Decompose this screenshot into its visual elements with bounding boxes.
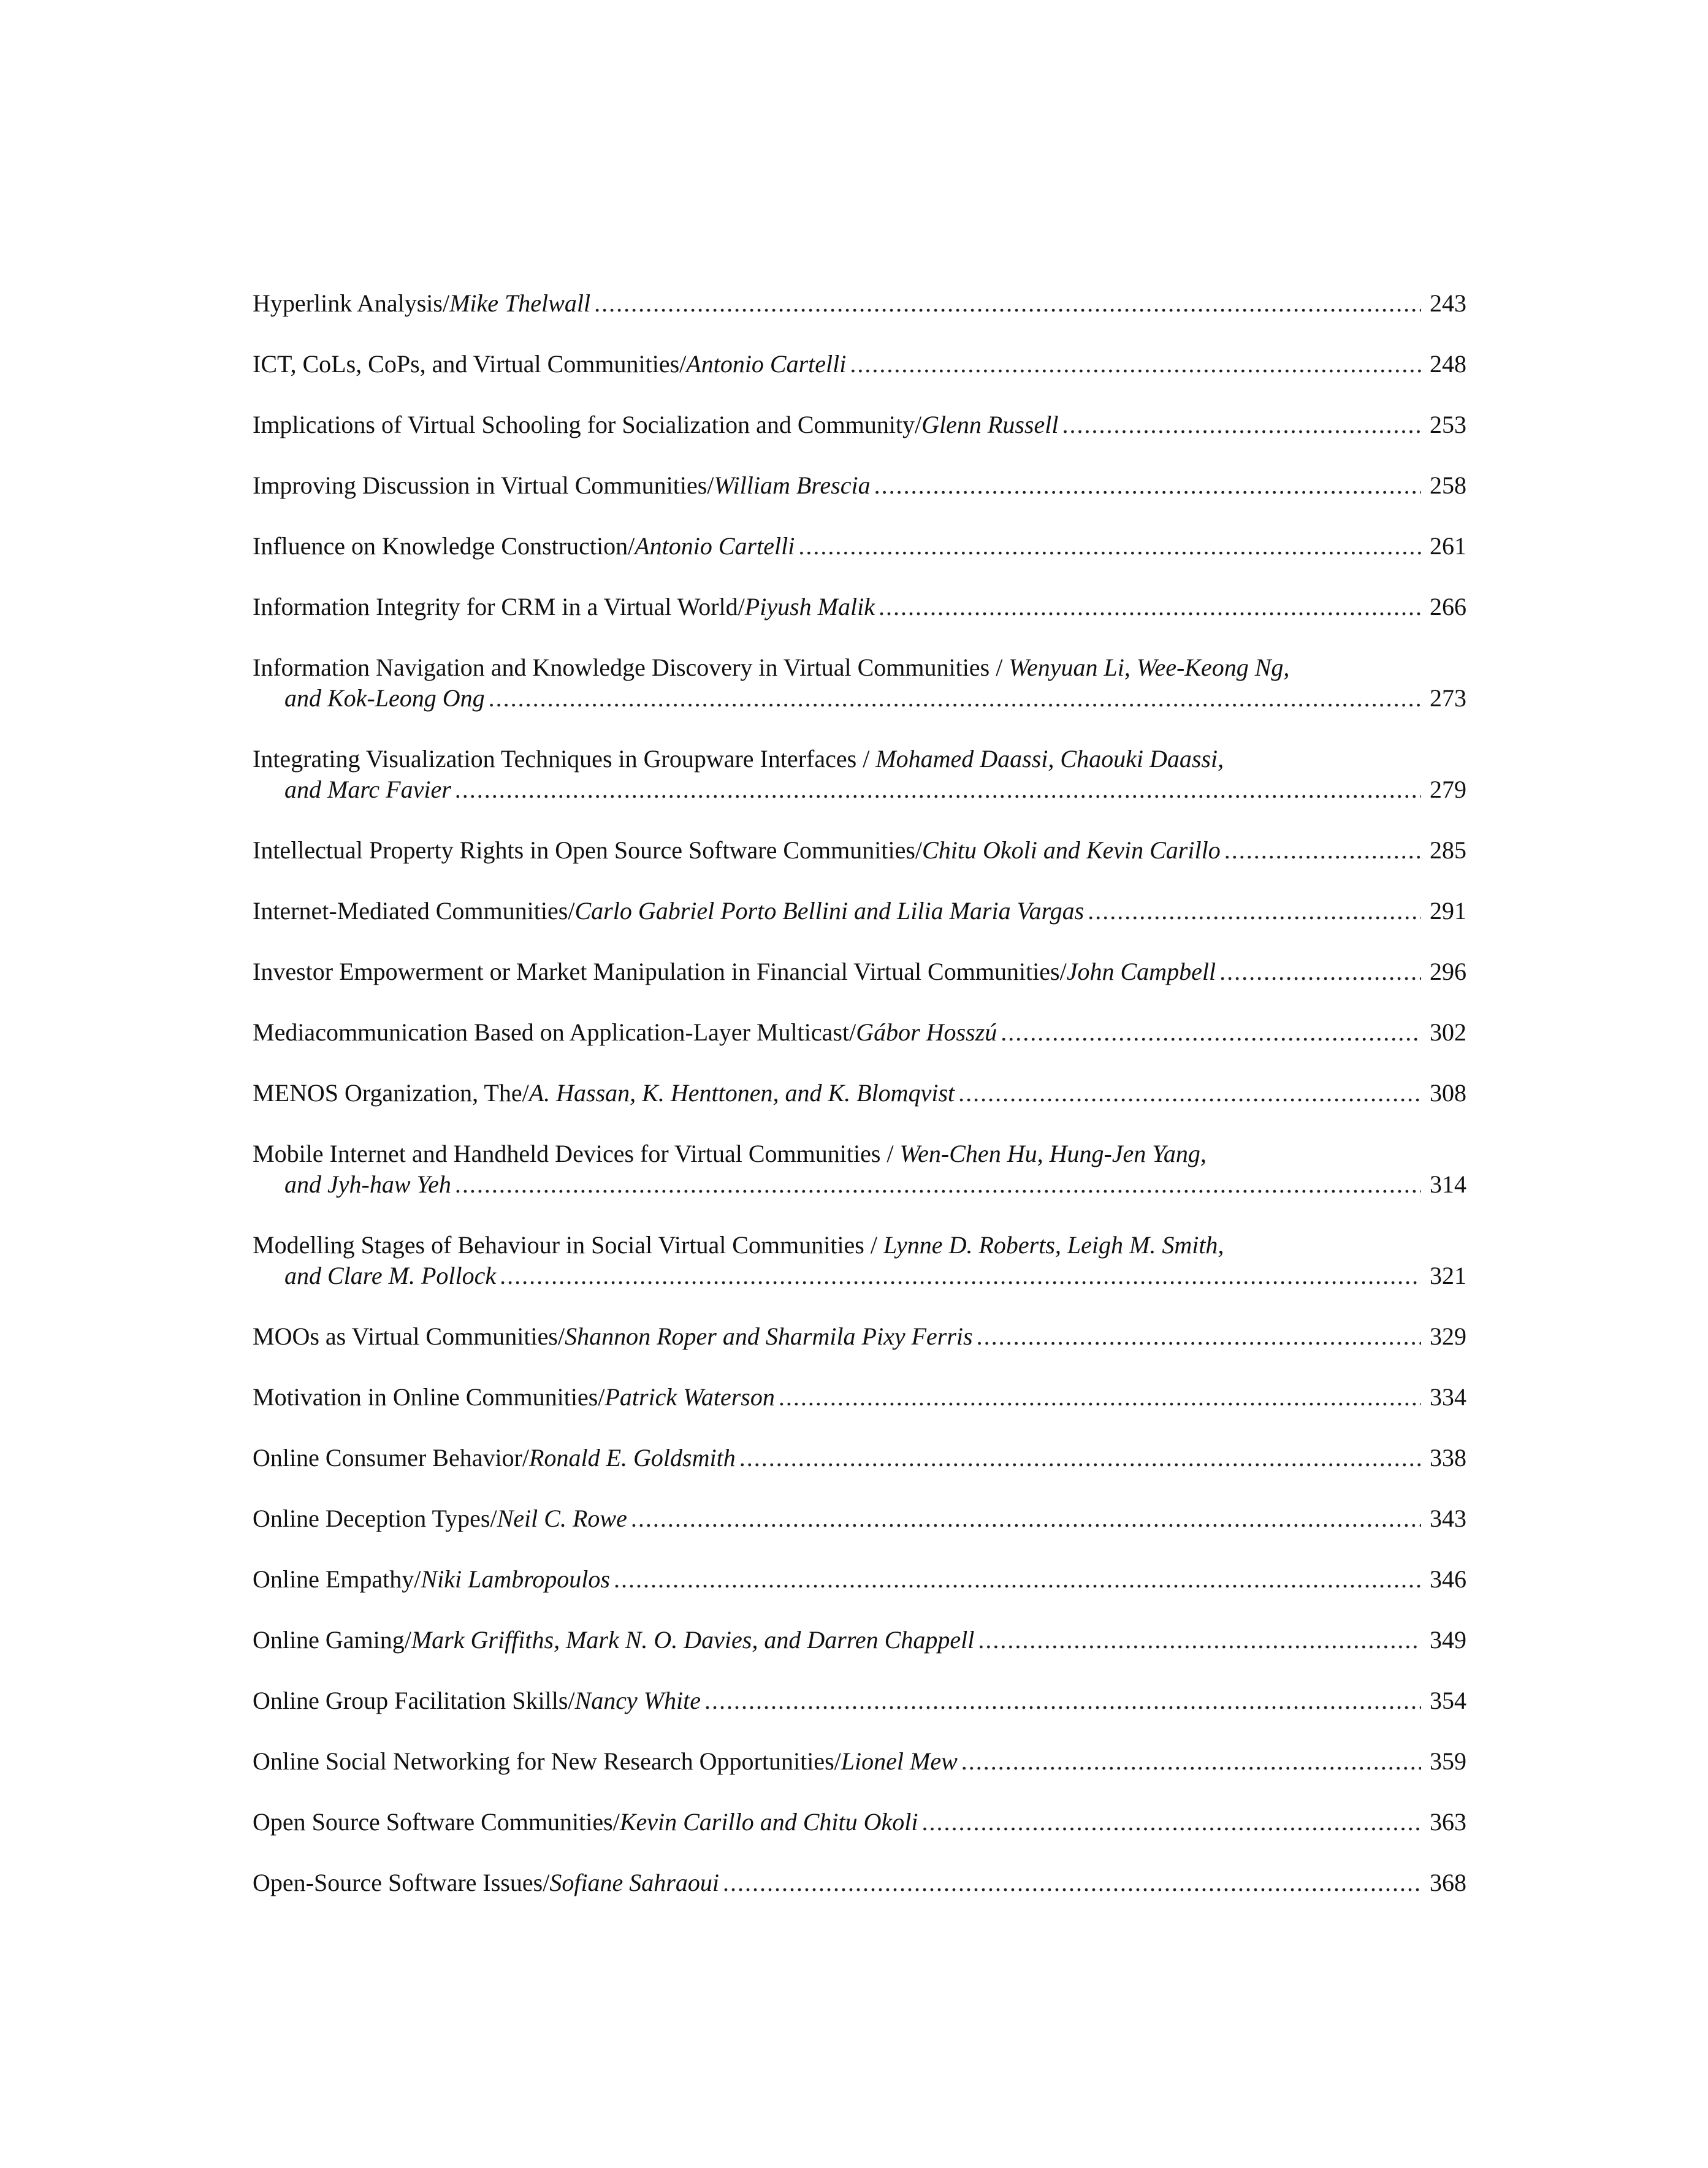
toc-line-continued <box>253 1261 1466 1291</box>
page-number: 368 <box>1430 1869 1466 1896</box>
toc-entry <box>253 1625 1466 1685</box>
page-number: 248 <box>1430 350 1466 378</box>
entry-authors: Chitu Okoli and Kevin Carillo <box>922 836 1221 864</box>
entry-title: Online Deception Types <box>253 1505 490 1532</box>
entry-authors: Kevin Carillo and Chitu Okoli <box>619 1808 918 1836</box>
page-number: 343 <box>1430 1505 1466 1532</box>
entry-title: Online Gaming <box>253 1626 405 1654</box>
dot-leader <box>594 288 1421 319</box>
dot-leader <box>921 1807 1421 1838</box>
dot-leader <box>631 1503 1421 1534</box>
entry-title: Online Empathy <box>253 1565 414 1593</box>
entry-authors-continued: and Kok-Leong Ong <box>284 684 485 712</box>
page-number: 314 <box>1430 1170 1466 1198</box>
page-number: 308 <box>1430 1079 1466 1107</box>
page-number: 296 <box>1430 958 1466 985</box>
dot-leader <box>723 1868 1421 1898</box>
entry-authors: Antonio Cartelli <box>635 532 795 560</box>
entry-authors: Ronald E. Goldsmith <box>529 1444 736 1471</box>
entry-separator: / <box>915 411 922 438</box>
entry-title: Hyperlink Analysis <box>253 289 443 317</box>
toc-entry <box>253 1382 1466 1443</box>
page-number: 334 <box>1430 1383 1466 1411</box>
toc-entry <box>253 1868 1466 1928</box>
entry-separator: / <box>1059 958 1067 985</box>
entry-separator: / <box>738 593 745 620</box>
dot-leader <box>958 1078 1421 1109</box>
entry-title: MENOS Organization, The <box>253 1079 522 1107</box>
entry-authors: Mohamed Daassi, Chaouki Daassi, <box>875 745 1224 773</box>
page-number: 243 <box>1430 289 1466 317</box>
toc-entry <box>253 1078 1466 1139</box>
dot-leader <box>978 1625 1421 1655</box>
toc-entry <box>253 1321 1466 1382</box>
entry-separator: / <box>557 1323 565 1350</box>
entry-authors: William Brescia <box>714 471 871 499</box>
toc-entry <box>253 652 1466 744</box>
entry-title: Open Source Software Communities <box>253 1808 613 1836</box>
toc-entry <box>253 744 1466 835</box>
entry-authors-continued: and Jyh-haw Yeh <box>284 1170 451 1198</box>
toc-line <box>253 1443 1466 1473</box>
dot-leader <box>961 1746 1421 1777</box>
entry-title: Integrating Visualization Techniques in Groupware Interfaces <box>253 745 857 773</box>
dot-leader <box>879 592 1421 622</box>
toc-line <box>253 531 1466 562</box>
entry-separator: / <box>612 1808 620 1836</box>
toc-entry <box>253 1685 1466 1746</box>
entry-title: Online Group Facilitation Skills <box>253 1687 568 1714</box>
toc-line <box>253 1868 1466 1898</box>
dot-leader <box>779 1382 1421 1413</box>
dot-leader <box>455 774 1421 805</box>
entry-authors: Nancy White <box>574 1687 701 1714</box>
entry-separator: / <box>849 1018 856 1046</box>
toc-entry <box>253 1564 1466 1625</box>
dot-leader <box>614 1564 1421 1595</box>
dot-leader <box>704 1685 1421 1716</box>
toc-line <box>253 1625 1466 1655</box>
page-number: 291 <box>1430 897 1466 925</box>
entry-authors: Niki Lambropoulos <box>421 1565 610 1593</box>
toc-line <box>253 592 1466 622</box>
toc-line-first <box>253 1230 1466 1261</box>
entry-separator: / <box>568 1687 575 1714</box>
page-number: 354 <box>1430 1687 1466 1714</box>
toc-entry <box>253 896 1466 956</box>
toc-line-first <box>253 1139 1466 1169</box>
toc-line <box>253 956 1466 987</box>
entry-title: Internet-Mediated Communities <box>253 897 568 925</box>
toc-line <box>253 470 1466 501</box>
entry-authors: Piyush Malik <box>744 593 875 620</box>
toc-line-continued <box>253 774 1466 805</box>
page-number: 302 <box>1430 1018 1466 1046</box>
toc-entry <box>253 1503 1466 1564</box>
entry-title: Information Navigation and Knowledge Discovery in Virtual Communities <box>253 654 990 681</box>
dot-leader <box>739 1443 1421 1473</box>
entry-separator: / <box>679 350 687 378</box>
entry-separator: / <box>628 532 635 560</box>
toc-line <box>253 1017 1466 1048</box>
entry-title: Open-Source Software Issues <box>253 1869 543 1896</box>
toc-entry <box>253 288 1466 349</box>
dot-leader <box>1001 1017 1421 1048</box>
entry-separator: / <box>598 1383 605 1411</box>
entry-separator: / <box>864 1231 883 1259</box>
entry-title: MOOs as Virtual Communities <box>253 1323 558 1350</box>
dot-leader <box>798 531 1421 562</box>
entry-title: Motivation in Online Communities <box>253 1383 598 1411</box>
entry-authors: Sofiane Sahraoui <box>549 1869 719 1896</box>
toc-entry <box>253 1746 1466 1807</box>
entry-title: Improving Discussion in Virtual Communities <box>253 471 707 499</box>
toc-line <box>253 1746 1466 1777</box>
page-number: 346 <box>1430 1565 1466 1593</box>
dot-leader <box>1062 410 1421 440</box>
entry-title: Mobile Internet and Handheld Devices for Virtual Communities <box>253 1140 881 1167</box>
toc-line <box>253 835 1466 866</box>
toc-entry <box>253 531 1466 592</box>
toc-line <box>253 349 1466 380</box>
dot-leader <box>874 470 1421 501</box>
entry-authors: Mike Thelwall <box>449 289 591 317</box>
entry-authors: A. Hassan, K. Henttonen, and K. Blomqvist <box>528 1079 955 1107</box>
toc-line-first <box>253 744 1466 774</box>
toc-entry <box>253 1230 1466 1321</box>
entry-authors: John Campbell <box>1066 958 1216 985</box>
entry-separator: / <box>522 1444 530 1471</box>
dot-leader <box>850 349 1421 380</box>
entry-title: ICT, CoLs, CoPs, and Virtual Communities <box>253 350 680 378</box>
toc-line-first <box>253 652 1466 683</box>
toc-line <box>253 1564 1466 1595</box>
entry-title: Investor Empowerment or Market Manipulation in Financial Virtual Communities <box>253 958 1060 985</box>
entry-separator: / <box>880 1140 900 1167</box>
toc-entry <box>253 410 1466 470</box>
page-number: 253 <box>1430 411 1466 438</box>
toc-entry <box>253 1807 1466 1868</box>
toc-line <box>253 288 1466 319</box>
toc-entry <box>253 1139 1466 1230</box>
page-number: 279 <box>1430 776 1466 803</box>
toc-entry <box>253 349 1466 410</box>
entry-title: Online Social Networking for New Research Opportunities <box>253 1747 834 1775</box>
dot-leader <box>1219 956 1421 987</box>
toc-line <box>253 1382 1466 1413</box>
entry-authors-continued: and Marc Favier <box>284 776 451 803</box>
entry-authors: Glenn Russell <box>921 411 1059 438</box>
toc-entry <box>253 1017 1466 1078</box>
entry-authors: Carlo Gabriel Porto Bellini and Lilia Maria Vargas <box>574 897 1085 925</box>
toc-line <box>253 1078 1466 1109</box>
entry-authors: Shannon Roper and Sharmila Pixy Ferris <box>565 1323 973 1350</box>
page-number: 261 <box>1430 532 1466 560</box>
entry-separator: / <box>522 1079 529 1107</box>
toc-line <box>253 410 1466 440</box>
entry-authors-continued: and Clare M. Pollock <box>284 1262 497 1289</box>
page-number: 321 <box>1430 1262 1466 1289</box>
entry-title: Intellectual Property Rights in Open Source Software Communities <box>253 836 915 864</box>
entry-authors: Mark Griffiths, Mark N. O. Davies, and Darren Chappell <box>411 1626 975 1654</box>
entry-authors: Antonio Cartelli <box>686 350 847 378</box>
entry-separator: / <box>707 471 714 499</box>
page-number: 338 <box>1430 1444 1466 1471</box>
toc-entry <box>253 470 1466 531</box>
entry-title: Information Integrity for CRM in a Virtual World <box>253 593 738 620</box>
dot-leader <box>1224 835 1421 866</box>
toc-line-continued <box>253 683 1466 714</box>
dot-leader <box>500 1261 1421 1291</box>
entry-authors: Wen-Chen Hu, Hung-Jen Yang, <box>899 1140 1207 1167</box>
entry-separator: / <box>989 654 1009 681</box>
page-number: 363 <box>1430 1808 1466 1836</box>
toc-line <box>253 1503 1466 1534</box>
toc-line <box>253 1685 1466 1716</box>
entry-title: Influence on Knowledge Construction <box>253 532 628 560</box>
entry-separator: / <box>404 1626 411 1654</box>
entry-separator: / <box>915 836 923 864</box>
entry-separator: / <box>414 1565 421 1593</box>
toc-line <box>253 1321 1466 1352</box>
entry-authors: Gábor Hosszú <box>856 1018 997 1046</box>
entry-separator: / <box>442 289 450 317</box>
entry-separator: / <box>568 897 575 925</box>
table-of-contents <box>253 288 1466 1928</box>
entry-authors: Wenyuan Li, Wee-Keong Ng, <box>1008 654 1290 681</box>
dot-leader <box>455 1169 1421 1200</box>
toc-entry <box>253 592 1466 652</box>
entry-separator: / <box>543 1869 550 1896</box>
page-number: 258 <box>1430 471 1466 499</box>
dot-leader <box>977 1321 1421 1352</box>
dot-leader <box>489 683 1421 714</box>
page-number: 329 <box>1430 1323 1466 1350</box>
toc-line <box>253 1807 1466 1838</box>
entry-separator: / <box>490 1505 497 1532</box>
toc-entry <box>253 1443 1466 1503</box>
entry-title: Mediacommunication Based on Application-Layer Multicast <box>253 1018 850 1046</box>
entry-authors: Lynne D. Roberts, Leigh M. Smith, <box>883 1231 1224 1259</box>
toc-entry <box>253 835 1466 896</box>
entry-authors: Lionel Mew <box>841 1747 958 1775</box>
page-number: 359 <box>1430 1747 1466 1775</box>
entry-separator: / <box>834 1747 841 1775</box>
page-number: 349 <box>1430 1626 1466 1654</box>
page-number: 285 <box>1430 836 1466 864</box>
entry-title: Online Consumer Behavior <box>253 1444 522 1471</box>
toc-line-continued <box>253 1169 1466 1200</box>
entry-authors: Neil C. Rowe <box>497 1505 627 1532</box>
entry-authors: Patrick Waterson <box>604 1383 775 1411</box>
toc-entry <box>253 956 1466 1017</box>
page-number: 273 <box>1430 684 1466 712</box>
entry-title: Modelling Stages of Behaviour in Social Virtual Communities <box>253 1231 864 1259</box>
page-number: 266 <box>1430 593 1466 620</box>
toc-line <box>253 896 1466 926</box>
entry-title: Implications of Virtual Schooling for Socialization and Community <box>253 411 915 438</box>
entry-separator: / <box>856 745 876 773</box>
dot-leader <box>1088 896 1421 926</box>
